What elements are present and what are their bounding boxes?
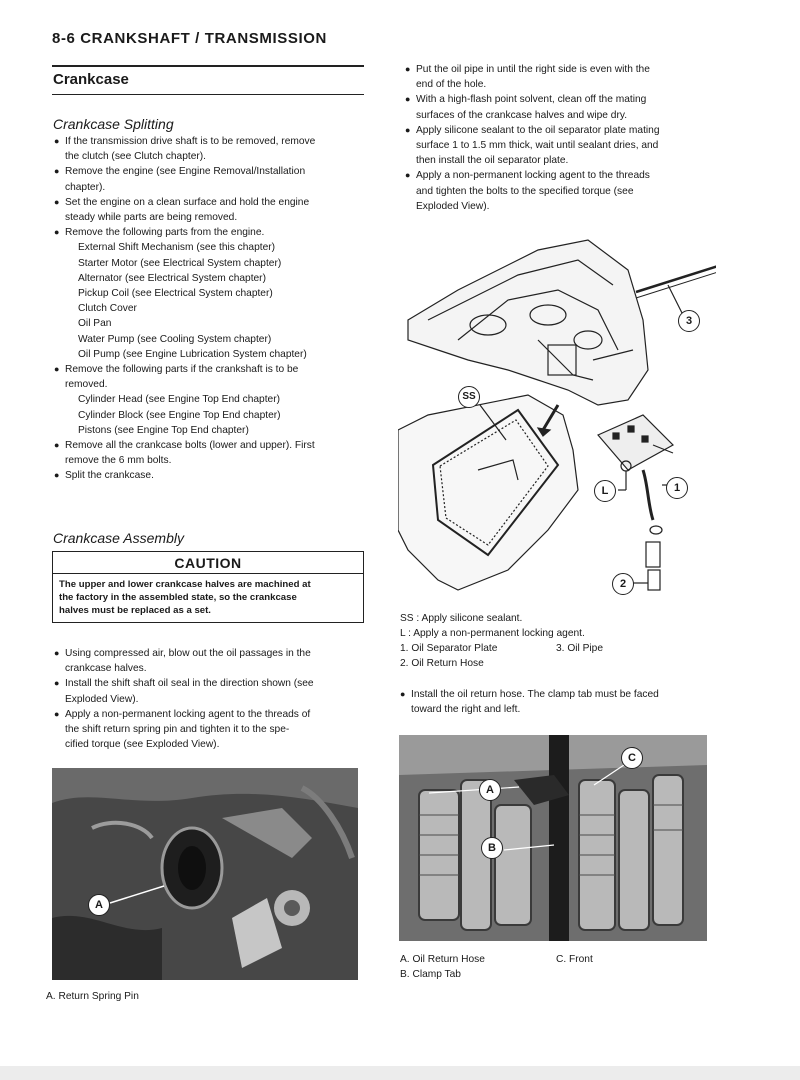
page-bottom-strip [0,1066,800,1080]
page-header: 8-6 CRANKSHAFT / TRANSMISSION [52,30,327,47]
step-continuation: removed. [65,379,108,391]
section-bottom-rule [52,94,364,95]
callout-l: L [594,480,616,502]
step-continuation: surface 1 to 1.5 mm thick, wait until sealant dries, and [416,140,659,152]
part-1: 1. Oil Separator Plate [400,643,498,655]
splitting-steps [54,134,366,484]
step-continuation: crankcase halves. [65,663,147,675]
step-continuation: chapter). [65,181,106,193]
install-hose-step [400,687,720,717]
step-continuation: remove the 6 mm bolts. [65,455,172,467]
callout-ss: SS [458,386,480,408]
part-list-item: Water Pump (see Cooling System chapter) [78,333,272,345]
callout-3: 3 [678,310,700,332]
step-continuation: cified torque (see Exploded View). [65,739,220,751]
bullet-step: ● Using compressed air, blow out the oil passages in the [54,646,366,661]
callout-1: 1 [666,477,688,499]
step-continuation: the clutch (see Clutch chapter). [65,151,206,163]
bullet-step: ● Apply a non-permanent locking agent to the threads [405,168,720,183]
caution-line: the factory in the assembled state, so the crankcase [59,592,297,604]
step-continuation: Exploded View). [416,200,490,212]
caption-row-1 [400,952,710,967]
step-continuation: Exploded View). [65,693,139,705]
callout-a: A [479,779,501,801]
bullet-step: ● Apply silicone sealant to the oil separator plate mating [405,123,720,138]
bullet-step: ● Apply a non-permanent locking agent to the threads of [54,707,366,722]
bullet-step: ● Split the crankcase. [54,468,366,483]
step-continuation: steady while parts are being removed. [65,212,238,224]
part-list-item: Pickup Coil (see Electrical System chapter) [78,288,273,300]
caption-c: C. Front [556,954,593,965]
return-spring-pin-photo [52,768,358,980]
legend-ss: SS : Apply silicone sealant. [400,613,523,624]
caption-a: A. Oil Return Hose [400,954,485,965]
bullet-step: ● With a high-flash point solvent, clean off the mating [405,92,720,107]
part-list-item: Alternator (see Electrical System chapter) [78,272,266,284]
photo1-caption: A. Return Spring Pin [46,991,139,1002]
step-continuation: the shift return spring pin and tighten it to the spe- [65,724,290,736]
photo2-captions [400,952,710,982]
section-title: Crankcase [53,71,129,88]
right-top-steps [405,62,720,214]
legend-l: L : Apply a non-permanent locking agent. [400,628,585,640]
bullet-step: ● Install the shift shaft oil seal in the direction shown (see [54,676,366,691]
step-continuation: end of the hole. [416,79,487,91]
crankcase-oil-separator-diagram [398,230,716,610]
step-continuation: then install the oil separator plate. [416,155,569,167]
transmission-gears-illustration [399,735,707,941]
step-continuation: surfaces of the crankcase halves and wipe dry. [416,109,628,121]
bullet-step: ● If the transmission drive shaft is to be removed, remove [54,134,366,149]
part-list-item: Pistons (see Engine Top End chapter) [78,424,249,436]
callout-2: 2 [612,573,634,595]
caution-body [53,574,363,622]
bullet-step: ● Set the engine on a clean surface and hold the engine [54,195,366,210]
assembly-steps [54,646,366,752]
part-list-item: Cylinder Block (see Engine Top End chapter) [78,409,281,421]
part-list-item: Clutch Cover [78,303,137,315]
bullet-step: ● Remove the following parts if the crankshaft is to be [54,362,366,377]
part-list-item: Cylinder Head (see Engine Top End chapter) [78,394,280,406]
part-3: 3. Oil Pipe [556,643,603,655]
step-continuation: toward the right and left. [411,704,521,716]
caution-line: halves must be replaced as a set. [59,605,211,617]
part-list-item: Starter Motor (see Electrical System chapter) [78,257,282,269]
part-2: 2. Oil Return Hose [400,658,484,670]
section-top-rule [52,65,364,67]
callout-a: A [88,894,110,916]
bullet-step: ● Remove all the crankcase bolts (lower and upper). First [54,438,366,453]
step-continuation: and tighten the bolts to the specified torque (see [416,185,634,197]
part-list-item: External Shift Mechanism (see this chapter) [78,242,276,254]
caution-title: CAUTION [53,552,363,574]
callout-b: B [481,837,503,859]
caution-line: The upper and lower crankcase halves are machined at [59,579,311,590]
callout-c: C [621,747,643,769]
oil-return-hose-photo [399,735,707,941]
part-list-item: Oil Pump (see Engine Lubrication System chapter) [78,348,307,360]
bullet-step: ● Remove the engine (see Engine Removal/Installation [54,164,366,179]
caution-box [52,551,364,623]
assembly-title: Crankcase Assembly [53,530,184,546]
part-list-item: Oil Pan [78,318,112,330]
return-spring-pin-illustration [52,768,358,980]
bullet-step: ● Put the oil pipe in until the right side is even with the [405,62,720,77]
bullet-step: ● Remove the following parts from the engine. [54,225,366,240]
parts-row-1 [400,641,720,656]
splitting-title: Crankcase Splitting [53,116,174,132]
bullet-step: ● Install the oil return hose. The clamp tab must be faced [400,687,720,702]
crankcase-diagram-drawing [398,230,716,610]
diagram-legend [400,611,720,672]
caption-b: B. Clamp Tab [400,969,461,980]
